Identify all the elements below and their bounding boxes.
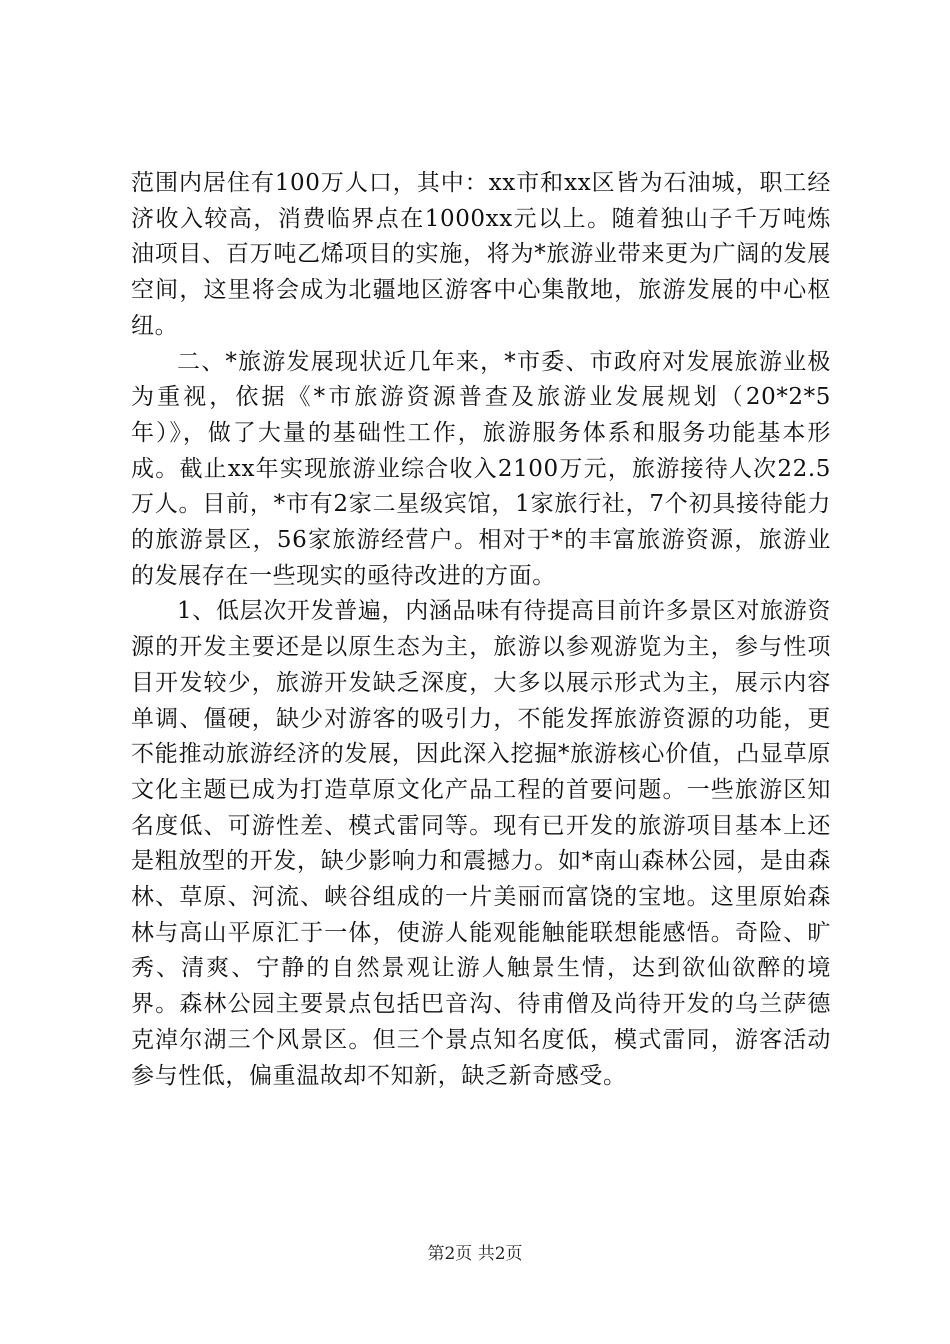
paragraph-low-level-development: 1、低层次开发普遍，内涵品味有待提高目前许多景区对旅游资源的开发主要还是以原生态为主，旅游以参观游览为主，参与性项目开发较少，旅游开发缺乏深度，大多以展示形式为主，展示内容单调、僵硬，缺少对游客的吸引力，不能发挥旅游资源的功能，更不能推动旅游经济的发展，因此深入挖掘*旅游核心价值，凸显草原文化主题已成为打造草原文化产品工程的首要问题。一些旅游区知名度低、可游性差、模式雷同等。现有已开发的旅游项目基本上还是粗放型的开发，缺少影响力和震撼力。如*南山森林公园，是由森林、草原、河流、峡谷组成的一片美丽而富饶的宝地。这里原始森林与高山平原汇于一体，使游人能观能触能联想能感悟。奇险、旷秀、清爽、宁静的自然景观让游人触景生情，达到欲仙欲醉的境界。森林公园主要景点包括巴音沟、待甫僧及尚待开发的乌兰萨德克淖尔湖三个风景区。但三个景点知名度低，模式雷同，游客活动参与性低，偏重温故却不知新，缺乏新奇感受。	[131, 598, 831, 1089]
paragraph-continuation: 范围内居住有100万人口，其中：xx市和xx区皆为石油城，职工经济收入较高，消费临界点在1000xx元以上。随着独山子千万吨炼油项目、百万吨乙烯项目的实施，将为*旅游业带来更为广阔的发展空间，这里将会成为北疆地区游客中心集散地，旅游发展的中心枢纽。	[131, 170, 831, 339]
document-body	[131, 166, 831, 1094]
page-footer: 第2页 共2页	[427, 1244, 523, 1264]
paragraph-tourism-status: 二、*旅游发展现状近几年来，*市委、市政府对发展旅游业极为重视，依据《*市旅游资源普查及旅游业发展规划（20*2*5年）》，做了大量的基础性工作，旅游服务体系和服务功能基本形成。截止xx年实现旅游业综合收入2100万元，旅游接待人次22.5万人。目前，*市有2家二星级宾馆，1家旅行社，7个初具接待能力的旅游景区，56家旅游经营户。相对于*的丰富旅游资源，旅游业的发展存在一些现实的亟待改进的方面。	[131, 348, 831, 589]
